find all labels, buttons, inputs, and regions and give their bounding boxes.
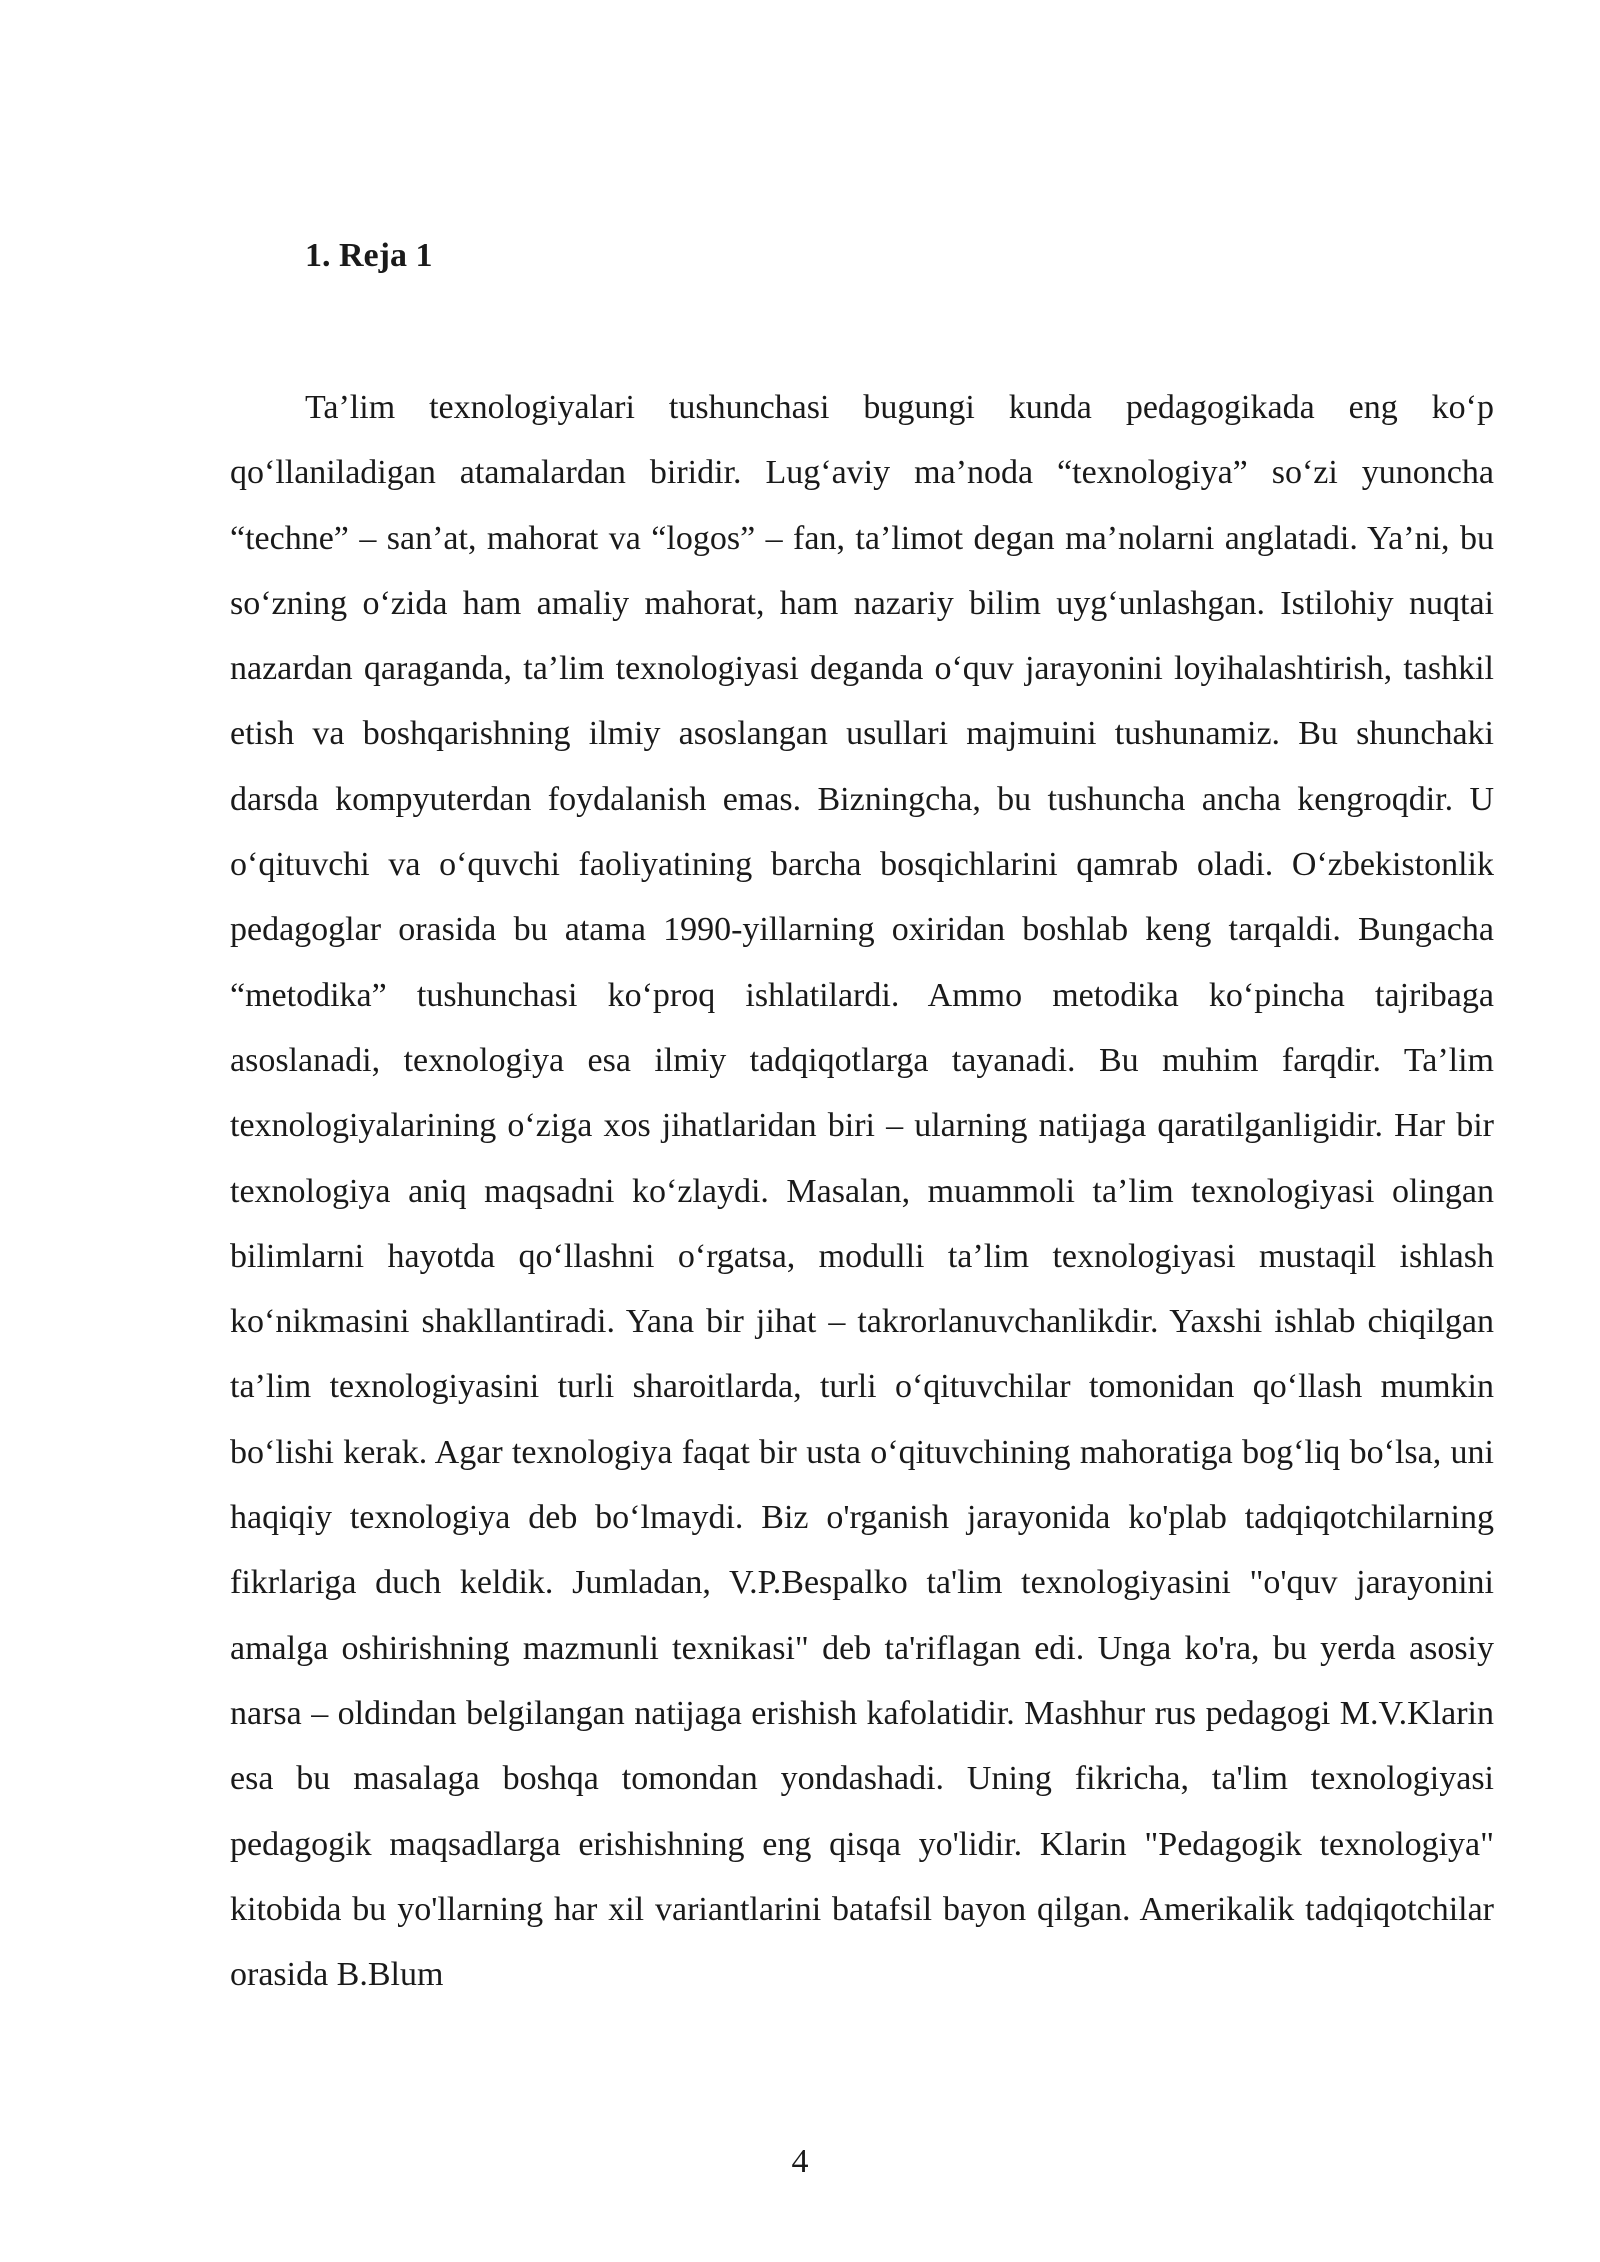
- page-number: 4: [791, 2143, 809, 2180]
- section-heading: 1. Reja 1: [305, 237, 433, 274]
- body-paragraph: Ta’lim texnologiyalari tushunchasi bugungi kunda pedagogikada eng ko‘p qo‘llaniladigan atamalardan biridir. Lug‘aviy ma’noda “texnologiya” so‘zi yunoncha “techne” – san’at, mahorat va “logos” – fan, ta’limot degan ma’nolarni anglatadi. Ya’ni, bu so‘zning o‘zida ham amaliy mahorat, ham nazariy bilim uyg‘unlashgan. Istilohiy nuqtai nazardan qaraganda, ta’lim texnologiyasi deganda o‘quv jarayonini loyihalashtirish, tashkil etish va boshqarishning ilmiy asoslangan usullari majmuini tushunamiz. Bu shunchaki darsda kompyuterdan foydalanish emas. Bizningcha, bu tushuncha ancha kengroqdir. U o‘qituvchi va o‘quvchi faoliyatining barcha bosqichlarini qamrab oladi. O‘zbekistonlik pedagoglar orasida bu atama 1990-yillarning oxiridan boshlab keng tarqaldi. Bungacha “metodika” tushunchasi ko‘proq ishlatilardi. Ammo metodika ko‘pincha tajribaga asoslanadi, texnologiya esa ilmiy tadqiqotlarga tayanadi. Bu muhim farqdir. Ta’lim texnologiyalarining o‘ziga xos jihatlaridan biri – ularning natijaga qaratilganligidir. Har bir texnologiya aniq maqsadni ko‘zlaydi. Masalan, muammoli ta’lim texnologiyasi olingan bilimlarni hayotda qo‘llashni o‘rgatsa, modulli ta’lim texnologiyasi mustaqil ishlash ko‘nikmasini shakllantiradi. Yana bir jihat – takrorlanuvchanlikdir. Yaxshi ishlab chiqilgan ta’lim texnologiyasini turli sharoitlarda, turli o‘qituvchilar tomonidan qo‘llash mumkin bo‘lishi kerak. Agar texnologiya faqat bir usta o‘qituvchining mahoratiga bog‘liq bo‘lsa, uni haqiqiy texnologiya deb bo‘lmaydi. Biz o'rganish jarayonida ko'plab tadqiqotchilarning fikrlariga duch keldik. Jumladan, V.P.Bespalko ta'lim texnologiyasini "o'quv jarayonini amalga oshirishning mazmunli texnikasi" deb ta'riflagan edi. Unga ko'ra, bu yerda asosiy narsa – oldindan belgilangan natijaga erishish kafolatidir. Mashhur rus pedagogi M.V.Klarin esa bu masalaga boshqa tomondan yondashadi. Uning fikricha, ta'lim texnologiyasi pedagogik maqsadlarga erishishning eng qisqa yo'lidir. Klarin "Pedagogik texnologiya" kitobida bu yo'llarning har xil variantlarini batafsil bayon qilgan. Amerikalik tadqiqotchilar orasida B.Blum: [230, 389, 1494, 1994]
